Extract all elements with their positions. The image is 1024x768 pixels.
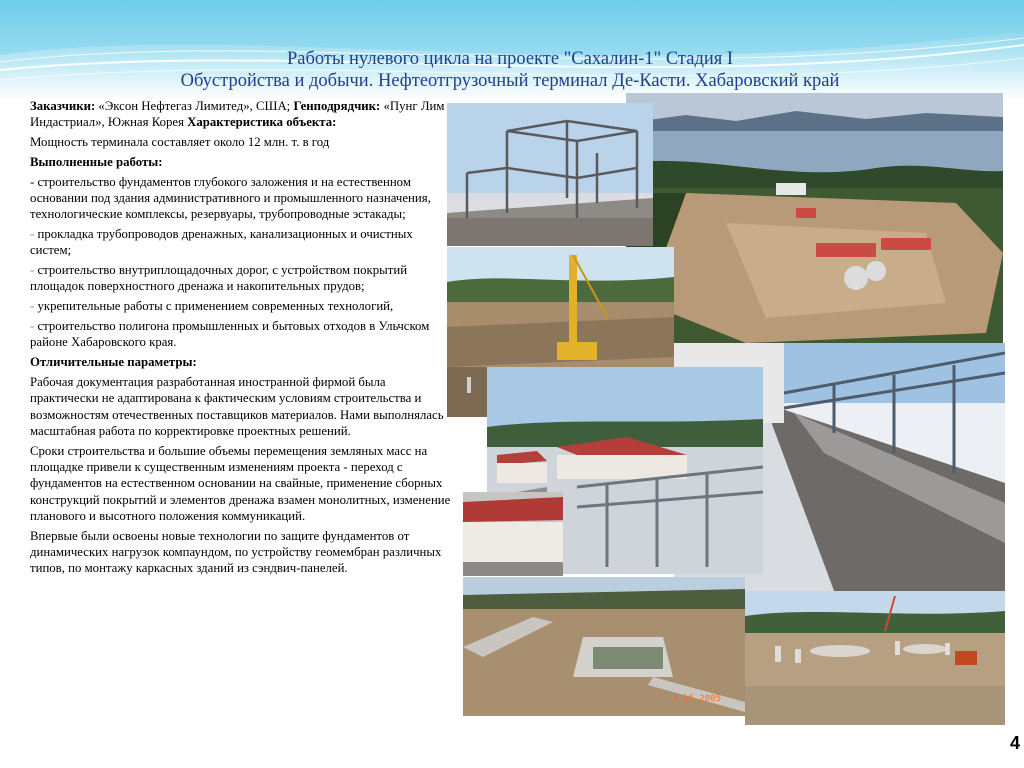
characteristics-label: Характеристика объекта: — [187, 115, 337, 130]
works-item-text: прокладка трубопроводов дренажных, канализационных и очистных систем; — [30, 227, 413, 258]
description-column — [30, 98, 452, 580]
body-paragraph: Впервые были освоены новые технологии по защите фундаментов от динамических нагрузок компаундом, по устройству геомембран различных типов, по монтажу каркасных зданий из сэндвич-панелей. — [30, 528, 442, 576]
works-item-text: строительство полигона промышленных и бытовых отходов в Ульчском районе Хабаровского края. — [30, 319, 430, 350]
page-title — [100, 48, 920, 92]
photo-aerial-terminal — [626, 93, 1003, 343]
works-dash: - — [30, 263, 35, 278]
intro-paragraph — [30, 98, 452, 131]
photo-steel-frame — [447, 103, 653, 246]
works-item-text: строительство фундаментов глубокого заложения и на естественном основании под здания административного и промышленного назначения, технологические комплексы, резервуары, трубопроводные эстакады; — [30, 174, 431, 222]
works-dash: - — [30, 174, 35, 189]
title-line-1: Работы нулевого цикла на проекте "Сахалин-1" Стадия I — [286, 49, 734, 69]
works-heading — [30, 154, 452, 170]
works-item — [30, 262, 452, 295]
photo-drainage-canals — [463, 577, 745, 716]
works-item — [30, 318, 452, 351]
works-dash: - — [30, 299, 35, 314]
works-item — [30, 298, 452, 314]
works-item-text: укрепительные работы с применением современных технологий, — [34, 299, 394, 314]
works-item — [30, 174, 452, 223]
title-line-2: Обустройства и добычи. Нефтеотгрузочный терминал Де-Касти. Хабаровский край — [180, 71, 840, 91]
capacity-text: Мощность терминала составляет около 12 млн. т. в год — [30, 135, 330, 150]
photo-date-stamp: 3 15 2005 — [672, 694, 721, 704]
works-dash: - — [30, 319, 35, 334]
works-dash: - — [30, 227, 35, 242]
contractor-text: «Пунг Лим Индастриал», Южная Корея — [30, 99, 445, 130]
photo-red-roof-building — [463, 492, 563, 576]
params-heading-text: Отличительные параметры: — [30, 355, 197, 370]
customer-label: Заказчики: — [30, 99, 96, 113]
works-item — [30, 226, 452, 259]
params-heading — [30, 354, 452, 370]
body-paragraph: Сроки строительства и большие объемы перемещения земляных масс на площадке привели к существенным изменениям проекта - переход с фундаментов на естественном основании на свайные, применение сборных конструкций покрытий и элементов дренажа взамен монолитных, изменение планового и высотного положения коммуникаций. — [30, 443, 451, 523]
body-paragraph: Рабочая документация разработанная иностранной фирмой была практически не адаптирована к фактическим условиям строительства и возможностям отечественных поставщиков материалов. Нами выполнялась масштабная работа по корректировке проектных решений. — [30, 374, 444, 438]
works-heading-text: Выполненные работы: — [30, 154, 163, 169]
customer-text: «Эксон Нефтегаз Лимитед», США; — [95, 99, 294, 113]
contractor-label: Генподрядчик: — [293, 99, 381, 113]
photo-foundations — [745, 591, 1005, 725]
page-number: 4 — [1009, 733, 1020, 753]
works-item-text: строительство внутриплощадочных дорог, с устройством покрытий площадок поверхностного дренажа и накопительных прудов; — [30, 263, 408, 294]
